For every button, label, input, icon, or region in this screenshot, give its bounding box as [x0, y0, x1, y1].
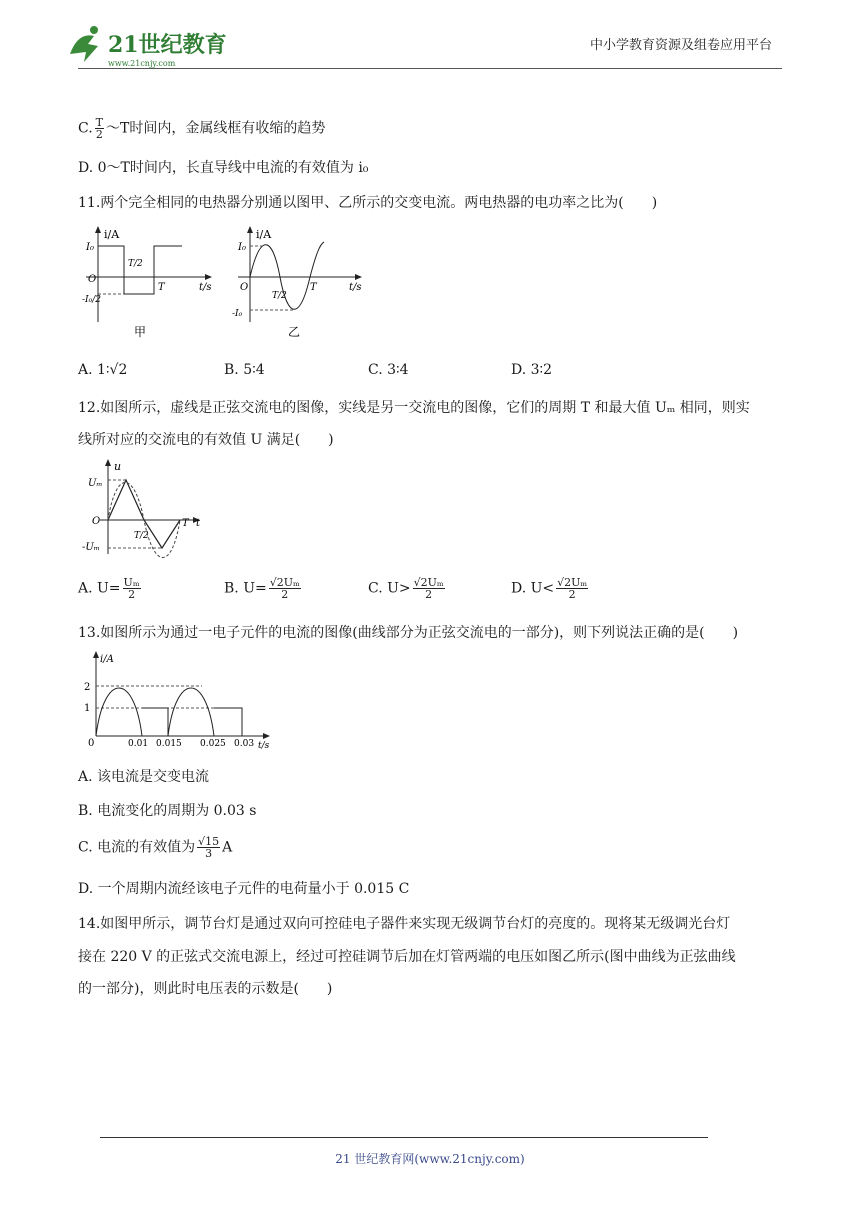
- q14-line3: 的一部分)，则此时电压表的示数是( ): [78, 981, 333, 997]
- q11-figure-jia: [82, 224, 222, 344]
- logo-url: www.21cnjy.com: [108, 59, 176, 68]
- svg-text:甲: 甲: [134, 325, 147, 339]
- q13-option-a: A. 该电流是交变电流: [78, 769, 210, 785]
- q11-option-c: C. 3∶4: [368, 362, 409, 378]
- q14-line1: 14.如图甲所示，调节台灯是通过双向可控硅电子器件来实现无级调节台灯的亮度的。现将某无级调光台灯: [78, 916, 731, 932]
- q11-option-d: D. 3∶2: [511, 362, 553, 378]
- svg-text:2: 2: [84, 682, 91, 693]
- q13-option-c: C. 电流的有效值为 $\frac{√15}{3}$ A: [78, 835, 233, 860]
- svg-text:0.03: 0.03: [234, 739, 255, 749]
- svg-text:T: T: [182, 518, 189, 529]
- svg-text:-I₀/2: -I₀/2: [82, 295, 101, 305]
- q12-option-d: D. U< $\frac{\text{√2Uₘ}}{2}$: [511, 576, 588, 601]
- svg-text:-Uₘ: -Uₘ: [82, 542, 100, 553]
- svg-text:T: T: [310, 282, 317, 293]
- svg-text:T: T: [158, 282, 165, 293]
- logo-text: 21世纪教育: [108, 32, 227, 58]
- q13-option-b: B. 电流变化的周期为 0.03 s: [78, 803, 257, 819]
- q11-option-b: B. 5∶4: [224, 362, 265, 378]
- svg-text:O: O: [92, 516, 101, 527]
- q13-option-d: D. 一个周期内流经该电子元件的电荷量小于 0.015 C: [78, 881, 410, 897]
- svg-text:-I₀: -I₀: [232, 309, 243, 319]
- site-logo: [64, 22, 234, 70]
- q12-option-b: B. U= $\frac{\text{√2Uₘ}}{2}$: [224, 576, 300, 601]
- svg-text:0.025: 0.025: [200, 739, 226, 749]
- q12-stem-line2: 线所对应的交流电的有效值 U 满足( ): [78, 432, 334, 448]
- svg-text:I₀: I₀: [86, 242, 94, 253]
- svg-text:0.01: 0.01: [128, 739, 149, 749]
- svg-text:t: t: [196, 518, 201, 529]
- q13-stem: 13.如图所示为通过一电子元件的电流的图像(曲线部分为正弦交流电的一部分)，则下列说法正确的是( ): [78, 625, 739, 641]
- platform-title: 中小学教育资源及组卷应用平台: [589, 38, 772, 53]
- q11-option-a: A. 1∶√2: [78, 362, 128, 378]
- q12-stem-line1: 12.如图所示，虚线是正弦交流电的图像，实线是另一交流电的图像，它们的周期 T 和最大值 Uₘ 相同，则实: [78, 400, 750, 416]
- svg-text:I₀: I₀: [238, 242, 246, 253]
- svg-text:i/A: i/A: [100, 654, 114, 665]
- q14-line2: 接在 220 V 的正弦式交流电源上，经过可控硅调节后加在灯管两端的电压如图乙所示(图中曲线为正弦曲线: [78, 949, 736, 965]
- svg-text:T/2: T/2: [128, 259, 143, 269]
- svg-text:t/s: t/s: [349, 282, 362, 293]
- svg-text:T/2: T/2: [134, 531, 149, 541]
- svg-text:u: u: [114, 460, 122, 473]
- header-divider: [78, 68, 782, 69]
- q10-option-d: D. 0～T时间内，长直导线中电流的有效值为 i₀: [78, 160, 369, 176]
- footer-divider: [100, 1137, 708, 1138]
- svg-text:Uₘ: Uₘ: [88, 478, 103, 489]
- q11-figure-yi: [232, 224, 372, 344]
- q13-figure: [82, 650, 282, 750]
- q12-option-c: C. U> $\frac{\text{√2Uₘ}}{2}$: [368, 576, 444, 601]
- svg-text:i/A: i/A: [104, 228, 120, 241]
- q12-figure: [82, 458, 222, 558]
- svg-text:0.015: 0.015: [156, 739, 182, 749]
- footer-link[interactable]: 21 世纪教育网(www.21cnjy.com): [335, 1152, 525, 1166]
- svg-text:乙: 乙: [288, 325, 301, 339]
- svg-text:T/2: T/2: [272, 291, 287, 301]
- q12-option-a: A. U= $\frac{\text{Uₘ}}{2}$: [78, 576, 140, 601]
- svg-text:i/A: i/A: [256, 228, 272, 241]
- q10-option-c: C. $\frac{T}{2}$ ～T时间内，金属线框有收缩的趋势: [78, 116, 326, 141]
- svg-text:0: 0: [88, 738, 95, 749]
- svg-text:t/s: t/s: [258, 741, 270, 750]
- svg-text:O: O: [240, 282, 249, 293]
- q11-stem: 11.两个完全相同的电热器分别通以图甲、乙所示的交变电流。两电热器的电功率之比为( ): [78, 195, 658, 211]
- svg-text:t/s: t/s: [199, 282, 212, 293]
- svg-text:1: 1: [84, 703, 91, 714]
- svg-text:O: O: [88, 274, 97, 285]
